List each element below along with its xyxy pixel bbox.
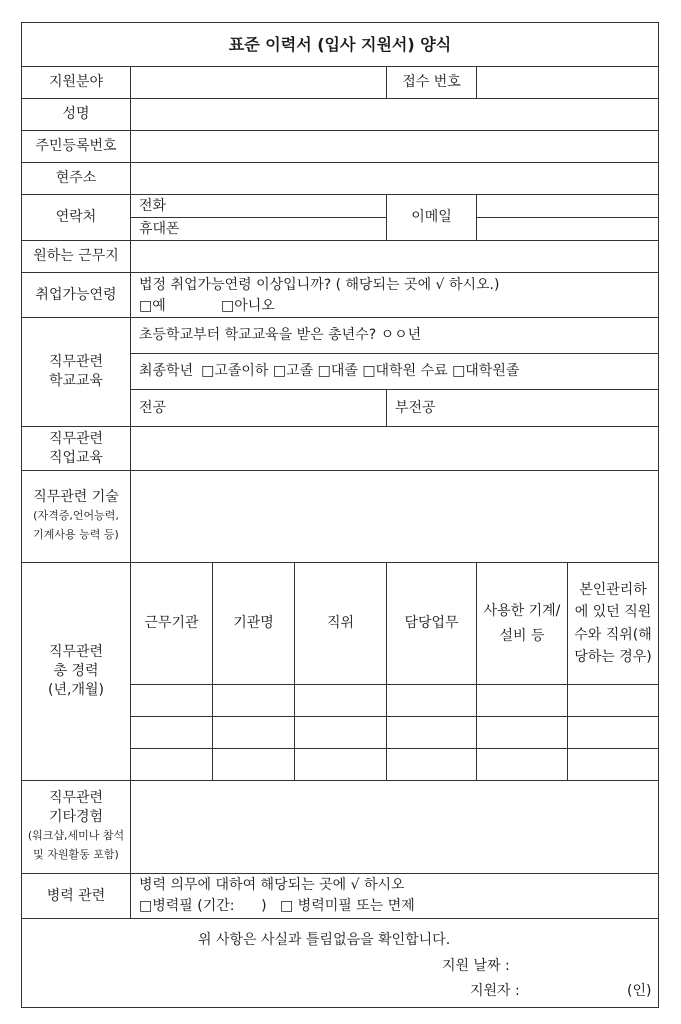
career-cell[interactable] <box>294 684 387 717</box>
other-experience-input[interactable] <box>130 780 659 874</box>
receipt-no-input[interactable] <box>476 66 659 99</box>
major-cell[interactable] <box>130 389 387 427</box>
career-cell[interactable] <box>386 684 477 717</box>
form-title: 표준 이력서 (입사 지원서) 양식 <box>21 22 659 67</box>
career-header-duties: 담당업무 <box>386 562 477 685</box>
other-exp-line1: 직무관련 <box>48 790 104 807</box>
employment-age-label: 취업가능연령 <box>21 272 131 318</box>
skills-line3: 기계사용 능력 등) <box>33 527 119 541</box>
career-cell[interactable] <box>130 748 213 781</box>
other-exp-line4: 및 자원활동 포함) <box>33 847 119 861</box>
career-cell[interactable] <box>476 748 568 781</box>
email-input-2[interactable] <box>476 217 659 241</box>
employment-age-yes-checkbox[interactable]: □예 <box>139 298 166 314</box>
final-education-cell <box>130 353 659 390</box>
career-cell[interactable] <box>130 684 213 717</box>
career-cell[interactable] <box>386 748 477 781</box>
school-education-label <box>21 317 131 427</box>
desired-location-label: 원하는 근무지 <box>21 240 131 273</box>
school-years-cell[interactable] <box>130 317 659 354</box>
career-cell[interactable] <box>130 716 213 749</box>
email-input-1[interactable] <box>476 194 659 218</box>
address-input[interactable] <box>130 162 659 195</box>
employment-age-cell <box>130 272 659 318</box>
vocational-line1: 직무관련 <box>48 430 104 447</box>
career-cell[interactable] <box>567 684 659 717</box>
career-cell[interactable] <box>567 716 659 749</box>
employment-age-question: 법정 취업가능연령 이상입니까? ( 해당되는 곳에 √ 하시오.) <box>139 277 500 293</box>
career-cell[interactable] <box>294 716 387 749</box>
employment-age-no-checkbox[interactable]: □아니오 <box>221 298 275 314</box>
career-cell[interactable] <box>212 716 295 749</box>
email-label: 이메일 <box>386 194 477 241</box>
confirmation-cell <box>21 918 659 1008</box>
phone-label: 전화 <box>139 197 167 214</box>
apply-field-label: 지원분야 <box>21 66 131 99</box>
mobile-input[interactable] <box>130 217 387 241</box>
career-line1: 직무관련 <box>48 644 104 661</box>
desired-location-input[interactable] <box>130 240 659 273</box>
address-label: 현주소 <box>21 162 131 195</box>
receipt-no-label: 접수 번호 <box>386 66 477 99</box>
career-line3: (년,개월) <box>48 681 104 698</box>
minor-label: 부전공 <box>395 399 436 416</box>
career-cell[interactable] <box>212 748 295 781</box>
skills-label <box>21 470 131 563</box>
name-input[interactable] <box>130 98 659 131</box>
career-cell[interactable] <box>476 716 568 749</box>
career-cell[interactable] <box>386 716 477 749</box>
other-experience-label <box>21 780 131 874</box>
major-label: 전공 <box>139 399 167 416</box>
school-years-question: 초등학교부터 학교교육을 받은 총년수? ㅇㅇ년 <box>139 327 422 344</box>
career-header-org-name: 기관명 <box>212 562 295 685</box>
mobile-label: 휴대폰 <box>139 220 180 237</box>
career-header-org: 근무기관 <box>130 562 213 685</box>
school-label-line2: 학교교육 <box>48 373 104 389</box>
resident-no-label: 주민등록번호 <box>21 130 131 163</box>
skills-input[interactable] <box>130 470 659 563</box>
confirmation-statement: 위 사항은 사실과 틀림없음을 확인합니다. <box>198 932 451 948</box>
career-label <box>21 562 131 781</box>
vocational-input[interactable] <box>130 426 659 471</box>
military-cell <box>130 873 659 919</box>
seal-label: (인) <box>627 983 652 999</box>
resume-form <box>21 22 659 1008</box>
other-exp-line3: (워크샵,세미나 참석 <box>27 829 125 843</box>
apply-date-label[interactable]: 지원 날짜 : <box>442 958 510 974</box>
minor-cell[interactable] <box>386 389 659 427</box>
contact-label: 연락처 <box>21 194 131 241</box>
applicant-label[interactable]: 지원자 : <box>470 983 520 999</box>
vocational-label <box>21 426 131 471</box>
apply-field-input[interactable] <box>130 66 387 99</box>
resident-no-input[interactable] <box>130 130 659 163</box>
final-education-label: 최종학년 <box>139 363 194 380</box>
career-cell[interactable] <box>476 684 568 717</box>
final-education-options[interactable]: □고졸이하 □고졸 □대졸 □대학원 수료 □대학원졸 <box>201 363 520 380</box>
school-label-line1: 직무관련 <box>48 354 104 371</box>
skills-line2: (자격증,언어능력, <box>33 509 119 523</box>
career-cell[interactable] <box>212 684 295 717</box>
career-line2: 총 경력 <box>53 663 99 680</box>
career-cell[interactable] <box>294 748 387 781</box>
vocational-line2: 직업교육 <box>48 449 104 466</box>
career-cell[interactable] <box>567 748 659 781</box>
skills-line1: 직무관련 기술 <box>33 489 119 506</box>
military-question: 병력 의무에 대하여 해당되는 곳에 √ 하시오 <box>139 877 405 893</box>
career-header-equipment: 사용한 기계/설비 등 <box>476 562 568 685</box>
other-exp-line2: 기타경험 <box>48 809 104 826</box>
military-label: 병력 관련 <box>21 873 131 919</box>
military-options[interactable]: □병력필 (기간: ) □ 병력미필 또는 면제 <box>139 898 415 914</box>
phone-input[interactable] <box>130 194 387 218</box>
career-header-staff: 본인관리하에 있던 직원수와 직위(해당하는 경우) <box>567 562 659 685</box>
career-header-position: 직위 <box>294 562 387 685</box>
name-label: 성명 <box>21 98 131 131</box>
